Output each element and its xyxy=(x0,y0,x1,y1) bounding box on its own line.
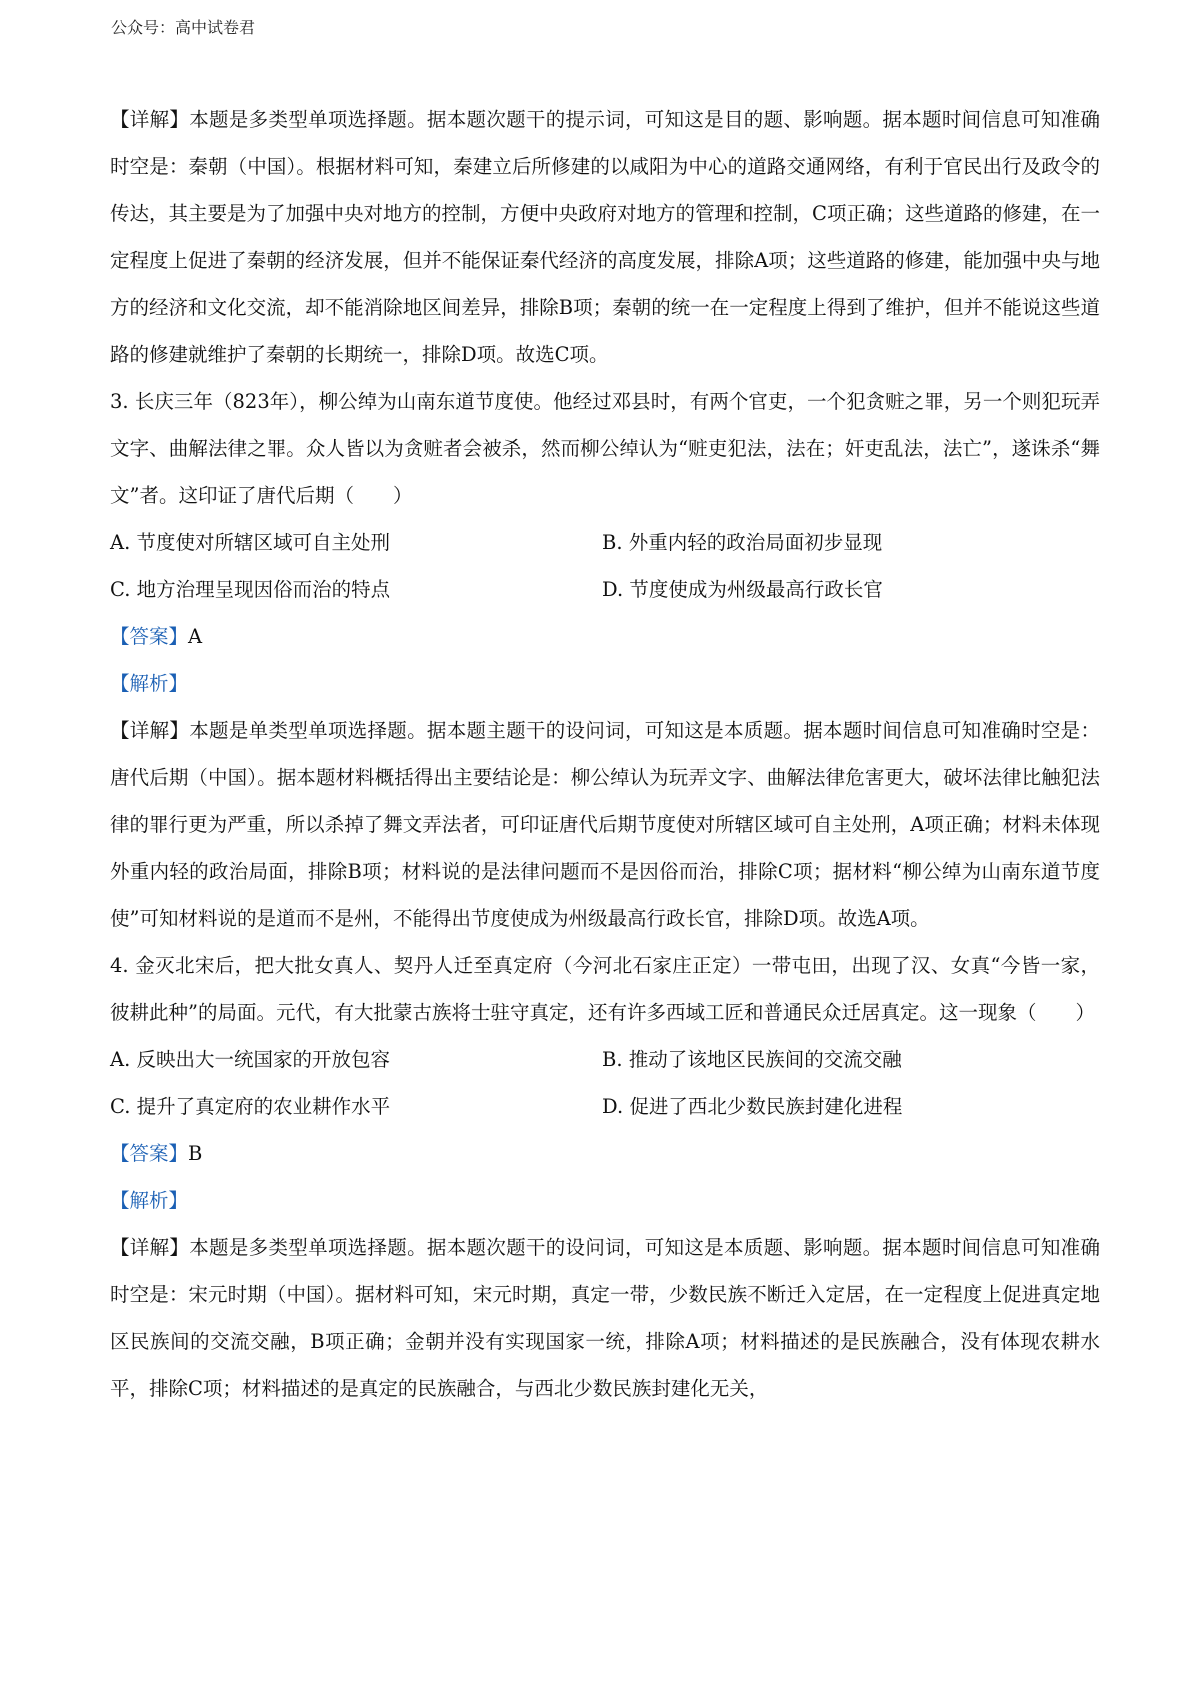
q4-options xyxy=(110,1036,1100,1130)
q3-detail xyxy=(110,707,1100,942)
q4-option-c: C. 提升了真定府的农业耕作水平 xyxy=(110,1095,391,1118)
q2-detail xyxy=(110,96,1100,378)
q3-option-d: D. 节度使成为州级最高行政长官 xyxy=(602,578,883,601)
answer-value: B xyxy=(188,1142,203,1165)
q4-answer xyxy=(110,1130,1100,1177)
detail-tag: 【详解】 xyxy=(110,719,190,742)
q3-analysis xyxy=(110,660,1100,707)
q4-option-b: B. 推动了该地区民族间的交流交融 xyxy=(602,1048,902,1071)
q3-answer xyxy=(110,613,1100,660)
q3-options xyxy=(110,519,1100,613)
answer-value: A xyxy=(188,625,203,648)
q3-option-a: A. 节度使对所辖区域可自主处刑 xyxy=(110,531,390,554)
detail-tag: 【详解】 xyxy=(110,108,190,131)
q3-option-c: C. 地方治理呈现因俗而治的特点 xyxy=(110,578,391,601)
q3-option-b: B. 外重内轻的政治局面初步显现 xyxy=(602,531,883,554)
q4-option-d: D. 促进了西北少数民族封建化进程 xyxy=(602,1095,903,1118)
detail-text: 本题是多类型单项选择题。据本题次题干的设问词，可知这是本质题、影响题。据本题时间信息可知准确时空是：宋元时期（中国）。据材料可知，宋元时期，真定一带，少数民族不断迁入定居，在一定程度上促进真定地区民族间的交流交融，B项正确；金朝并没有实现国家一统，排除A项；材料描述的是民族融合，没有体现农耕水平，排除C项；材料描述的是真定的民族融合，与西北少数民族封建化无关， xyxy=(110,1236,1100,1400)
analysis-tag: 【解析】 xyxy=(110,672,189,695)
q4-stem: 4. 金灭北宋后，把大批女真人、契丹人迁至真定府（今河北石家庄正定）一带屯田，出现了汉、女真“今皆一家，彼耕此种”的局面。元代，有大批蒙古族将士驻守真定，还有许多西域工匠和普通民众迁居真定。这一现象（ ） xyxy=(110,954,1100,1024)
detail-text: 本题是多类型单项选择题。据本题次题干的提示词，可知这是目的题、影响题。据本题时间信息可知准确时空是：秦朝（中国）。根据材料可知，秦建立后所修建的以咸阳为中心的道路交通网络，有利于官民出行及政令的传达，其主要是为了加强中央对地方的控制，方便中央政府对地方的管理和控制，C项正确；这些道路的修建，在一定程度上促进了秦朝的经济发展，但并不能保证秦代经济的高度发展，排除A项；这些道路的修建，能加强中央与地方的经济和文化交流，却不能消除地区间差异，排除B项；秦朝的统一在一定程度上得到了维护，但并不能说这些道路的修建就维护了秦朝的长期统一，排除D项。故选C项。 xyxy=(110,108,1100,366)
answer-tag: 【答案】 xyxy=(110,1142,189,1165)
analysis-tag: 【解析】 xyxy=(110,1189,189,1212)
q4-detail xyxy=(110,1224,1100,1412)
q4-option-a: A. 反映出大一统国家的开放包容 xyxy=(110,1048,390,1071)
detail-text: 本题是单类型单项选择题。据本题主题干的设问词，可知这是本质题。据本题时间信息可知准确时空是：唐代后期（中国）。据本题材料概括得出主要结论是：柳公绰认为玩弄文字、曲解法律危害更大，破坏法律比触犯法律的罪行更为严重，所以杀掉了舞文弄法者，可印证唐代后期节度使对所辖区域可自主处刑，A项正确；材料未体现外重内轻的政治局面，排除B项；材料说的是法律问题而不是因俗而治，排除C项；据材料“柳公绰为山南东道节度使”可知材料说的是道而不是州，不能得出节度使成为州级最高行政长官，排除D项。故选A项。 xyxy=(110,719,1100,930)
q4-analysis xyxy=(110,1177,1100,1224)
detail-tag: 【详解】 xyxy=(110,1236,190,1259)
q3-stem: 3. 长庆三年（823年），柳公绰为山南东道节度使。他经过邓县时，有两个官吏，一个犯贪赃之罪，另一个则犯玩弄文字、曲解法律之罪。众人皆以为贪赃者会被杀，然而柳公绰认为“赃吏犯法，法在；奸吏乱法，法亡”，遂诛杀“舞文”者。这印证了唐代后期（ ） xyxy=(110,390,1100,507)
page-header: 公众号：高中试卷君 xyxy=(111,18,256,37)
document-body xyxy=(110,96,1100,1412)
answer-tag: 【答案】 xyxy=(110,625,189,648)
